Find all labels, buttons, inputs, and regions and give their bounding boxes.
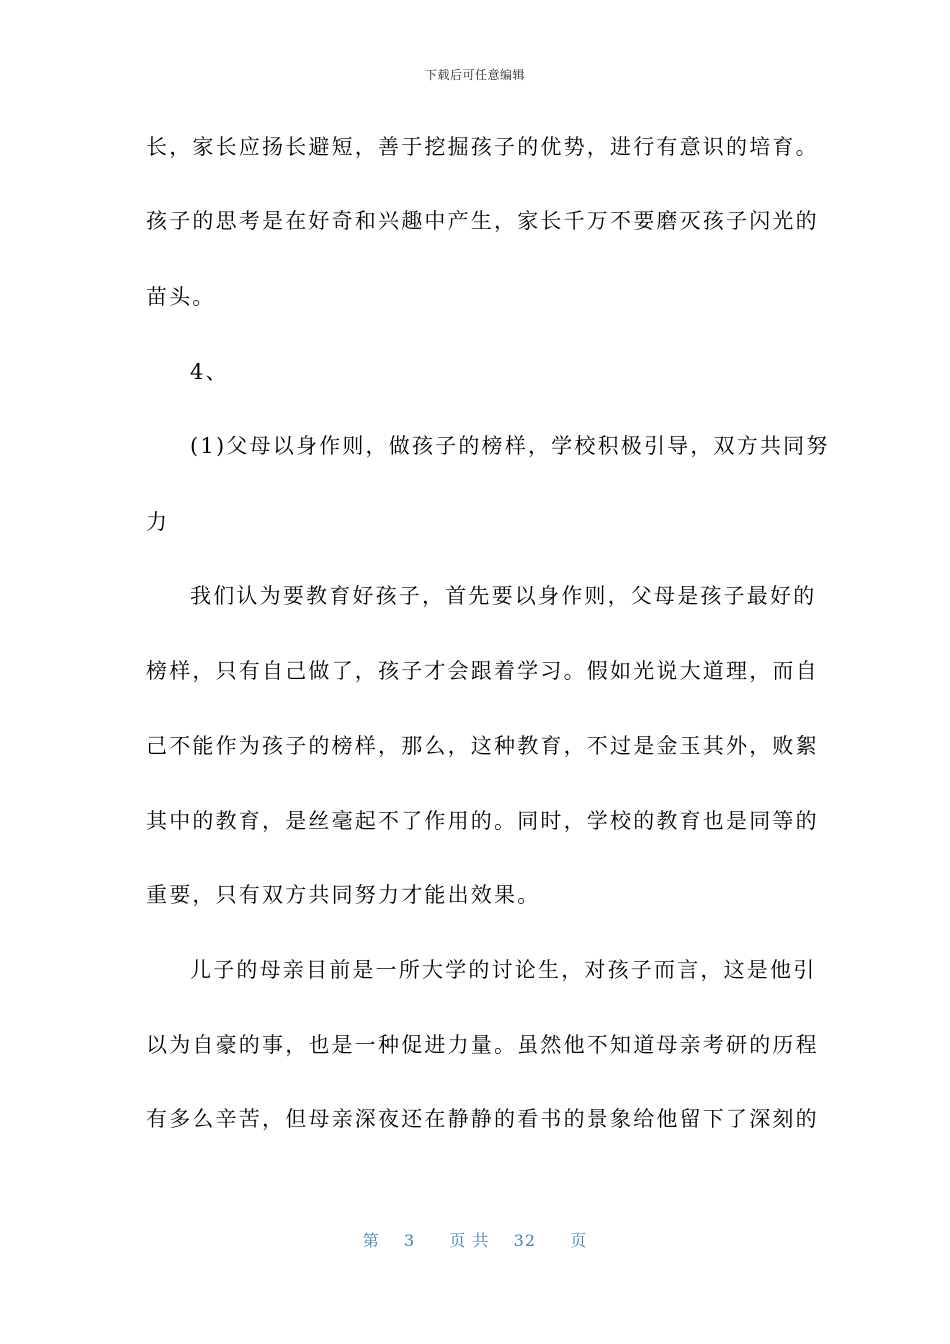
- body-line-14: 有多么辛苦，但母亲深夜还在静静的看书的景象给他留下了深刻的: [146, 1107, 819, 1131]
- body-line-12: 儿子的母亲目前是一所大学的讨论生，对孩子而言，这是他引: [190, 958, 817, 982]
- body-line-1: 长，家长应扬长避短，善于挖掘孩子的优势，进行有意识的培育。: [146, 135, 819, 159]
- footer-suffix: 页: [570, 1231, 588, 1250]
- body-line-11: 重要，只有双方共同努力才能出效果。: [146, 883, 541, 907]
- section-number: 4、: [190, 360, 229, 384]
- body-line-2: 孩子的思考是在好奇和兴趣中产生，家长千万不要磨灭孩子闪光的: [146, 209, 819, 233]
- body-line-9: 己不能作为孩子的榜样，那么，这种教育，不过是金玉其外，败絮: [146, 734, 819, 758]
- subheading-line-1: (1)父母以身作则，做孩子的榜样，学校积极引导，双方共同努: [190, 434, 830, 458]
- header-note: 下载后可任意编辑: [424, 68, 525, 82]
- subheading-line-2: 力: [146, 510, 170, 534]
- body-line-3: 苗头。: [146, 285, 216, 309]
- footer-prefix: 第: [362, 1231, 380, 1250]
- body-line-8: 榜样，只有自己做了，孩子才会跟着学习。假如光说大道理，而自: [146, 659, 819, 683]
- page-footer: [0, 1228, 950, 1251]
- body-line-13: 以为自豪的事，也是一种促进力量。虽然他不知道母亲考研的历程: [146, 1033, 819, 1057]
- body-line-10: 其中的教育，是丝毫起不了作用的。同时，学校的教育也是同等的: [146, 809, 819, 833]
- footer-total-pages: 32: [513, 1231, 536, 1250]
- footer-page-number: 3: [403, 1231, 416, 1250]
- body-line-7: 我们认为要教育好孩子，首先要以身作则，父母是孩子最好的: [190, 584, 817, 608]
- footer-mid: 页 共: [449, 1231, 490, 1250]
